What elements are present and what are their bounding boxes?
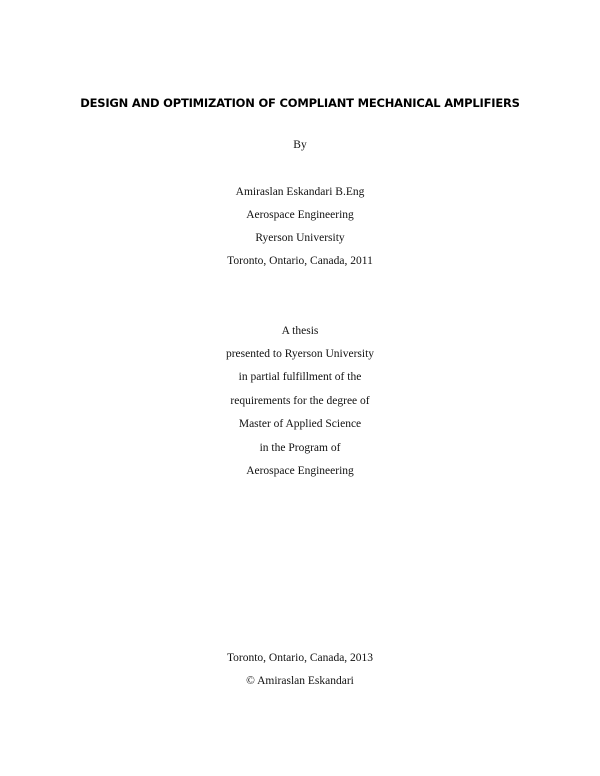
copyright-notice: © Amiraslan Eskandari: [246, 675, 354, 687]
author-location-year: Toronto, Ontario, Canada, 2011: [227, 255, 373, 267]
author-university: Ryerson University: [255, 232, 345, 244]
submission-location-year: Toronto, Ontario, Canada, 2013: [226, 652, 374, 664]
thesis-line-2: presented to Ryerson University: [225, 348, 375, 360]
thesis-line-3: in partial fulfillment of the: [238, 371, 362, 383]
thesis-line-7: Aerospace Engineering: [246, 465, 354, 477]
thesis-line-4: requirements for the degree of: [230, 395, 370, 407]
by-label: By: [293, 139, 307, 151]
author-program: Aerospace Engineering: [246, 209, 354, 221]
thesis-line-5: Master of Applied Science: [238, 418, 362, 430]
thesis-line-1: A thesis: [281, 325, 319, 337]
thesis-title: DESIGN AND OPTIMIZATION OF COMPLIANT MECHANICAL AMPLIFIERS: [80, 96, 520, 110]
thesis-line-6: in the Program of: [259, 442, 341, 454]
author-name: Amiraslan Eskandari B.Eng: [235, 186, 365, 198]
